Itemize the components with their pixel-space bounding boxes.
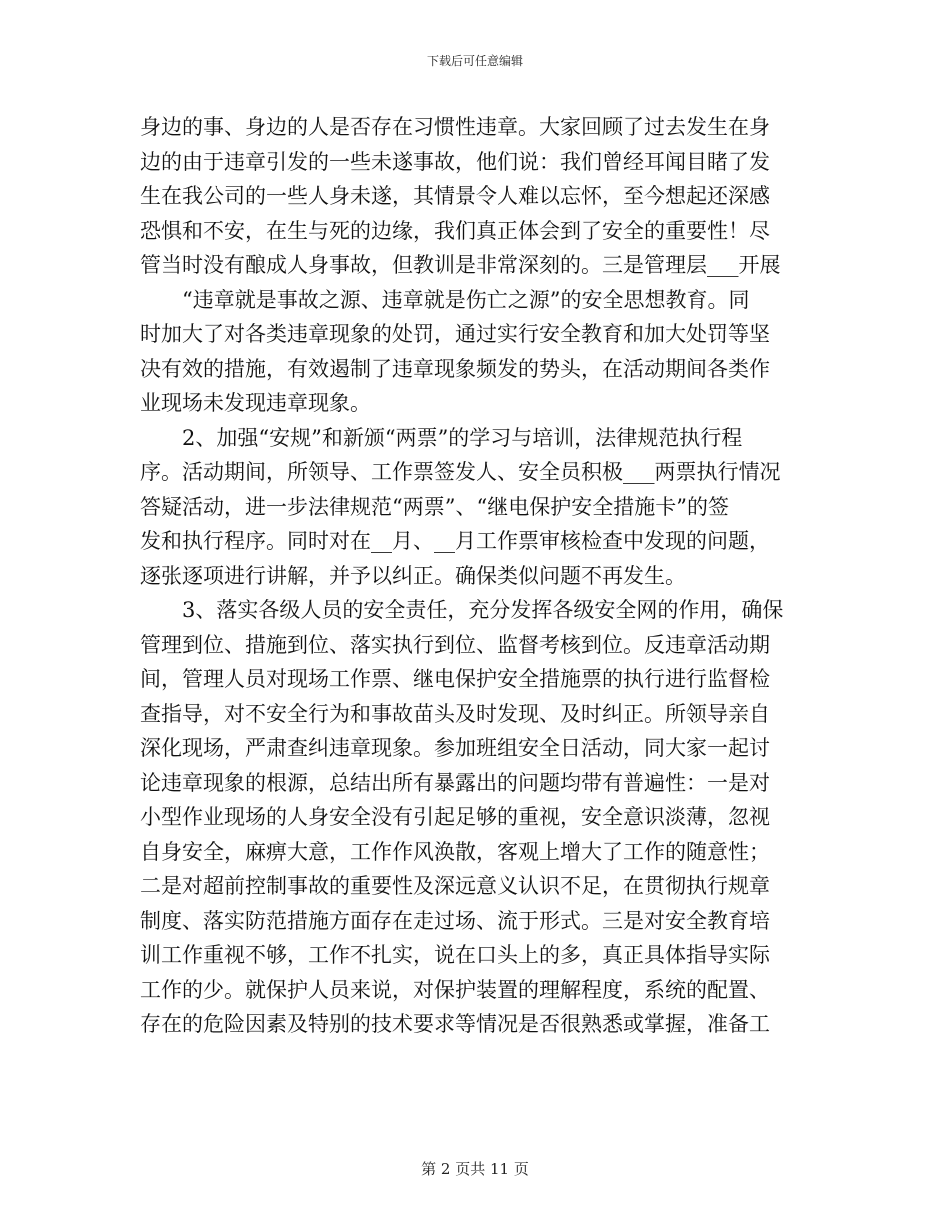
text-line: 二是对超前控制事故的重要性及深远意义认识不足，在贯彻执行规章 bbox=[140, 874, 770, 898]
text-line: 间，管理人员对现场工作票、继电保护安全措施票的执行进行监督检 bbox=[140, 667, 770, 691]
text-line: 决有效的措施，有效遏制了违章现象频发的势头，在活动期间各类作 bbox=[140, 356, 770, 381]
text-line: 制度、落实防范措施方面存在走过场、流于形式。三是对安全教育培 bbox=[140, 908, 770, 933]
text-line: 边的由于违章引发的一些未遂事故，他们说：我们曾经耳闻目睹了发 bbox=[140, 149, 770, 174]
text-line: 小型作业现场的人身安全没有引起足够的重视，安全意识淡薄，忽视 bbox=[140, 805, 770, 829]
text-line: 管当时没有酿成人身事故，但教训是非常深刻的。三是管理层___开展 bbox=[140, 253, 781, 277]
text-line: 存在的危险因素及特别的技术要求等情况是否很熟悉或掌握，准备工 bbox=[140, 1012, 770, 1036]
text-line: 恐惧和不安，在生与死的边缘，我们真正体会到了安全的重要性！尽 bbox=[140, 218, 770, 243]
text-line: 自身安全，麻痹大意，工作作风涣散，客观上增大了工作的随意性； bbox=[140, 839, 770, 864]
text-line: 身边的事、身边的人是否存在习惯性违章。大家回顾了过去发生在身 bbox=[140, 115, 770, 139]
text-line: 答疑活动，进一步法律规范“两票”、“继电保护安全措施卡”的签 bbox=[140, 494, 729, 519]
page-footer: 第 2 页共 11 页 bbox=[421, 1160, 529, 1178]
text-line: 发和执行程序。同时对在__月、__月工作票审核检查中发现的问题， bbox=[140, 529, 770, 553]
text-line: 3、落实各级人员的安全责任，充分发挥各级安全网的作用，确保 bbox=[182, 598, 784, 622]
text-line: 论违章现象的根源，总结出所有暴露出的问题均带有普遍性：一是对 bbox=[140, 770, 770, 795]
text-line: “违章就是事故之源、违章就是伤亡之源”的安全思想教育。同 bbox=[182, 287, 750, 312]
text-line: 工作的少。就保护人员来说，对保护装置的理解程度，系统的配置、 bbox=[140, 977, 770, 1002]
text-line: 时加大了对各类违章现象的处罚，通过实行安全教育和加大处罚等坚 bbox=[140, 322, 770, 346]
text-line: 查指导，对不安全行为和事故苗头及时发现、及时纠正。所领导亲自 bbox=[140, 701, 770, 726]
text-line: 训工作重视不够，工作不扎实，说在口头上的多，真正具体指导实际 bbox=[140, 943, 770, 967]
text-line: 业现场未发现违章现象。 bbox=[140, 391, 371, 415]
text-line: 逐张逐项进行讲解，并予以纠正。确保类似问题不再发生。 bbox=[140, 563, 686, 588]
text-line: 2、加强“安规”和新颁“两票”的学习与培训，法律规范执行程 bbox=[182, 425, 743, 450]
page-header: 下载后可任意编辑 bbox=[426, 54, 523, 68]
text-line: 序。活动期间，所领导、工作票签发人、安全员积极___两票执行情况 bbox=[140, 460, 781, 484]
text-line: 深化现场，严肃查纠违章现象。参加班组安全日活动，同大家一起讨 bbox=[140, 736, 770, 760]
document-body bbox=[140, 110, 810, 1042]
text-line: 管理到位、措施到位、落实执行到位、监督考核到位。反违章活动期 bbox=[140, 632, 770, 657]
text-line: 生在我公司的一些人身未遂，其情景令人难以忘怀，至今想起还深感 bbox=[140, 184, 770, 208]
